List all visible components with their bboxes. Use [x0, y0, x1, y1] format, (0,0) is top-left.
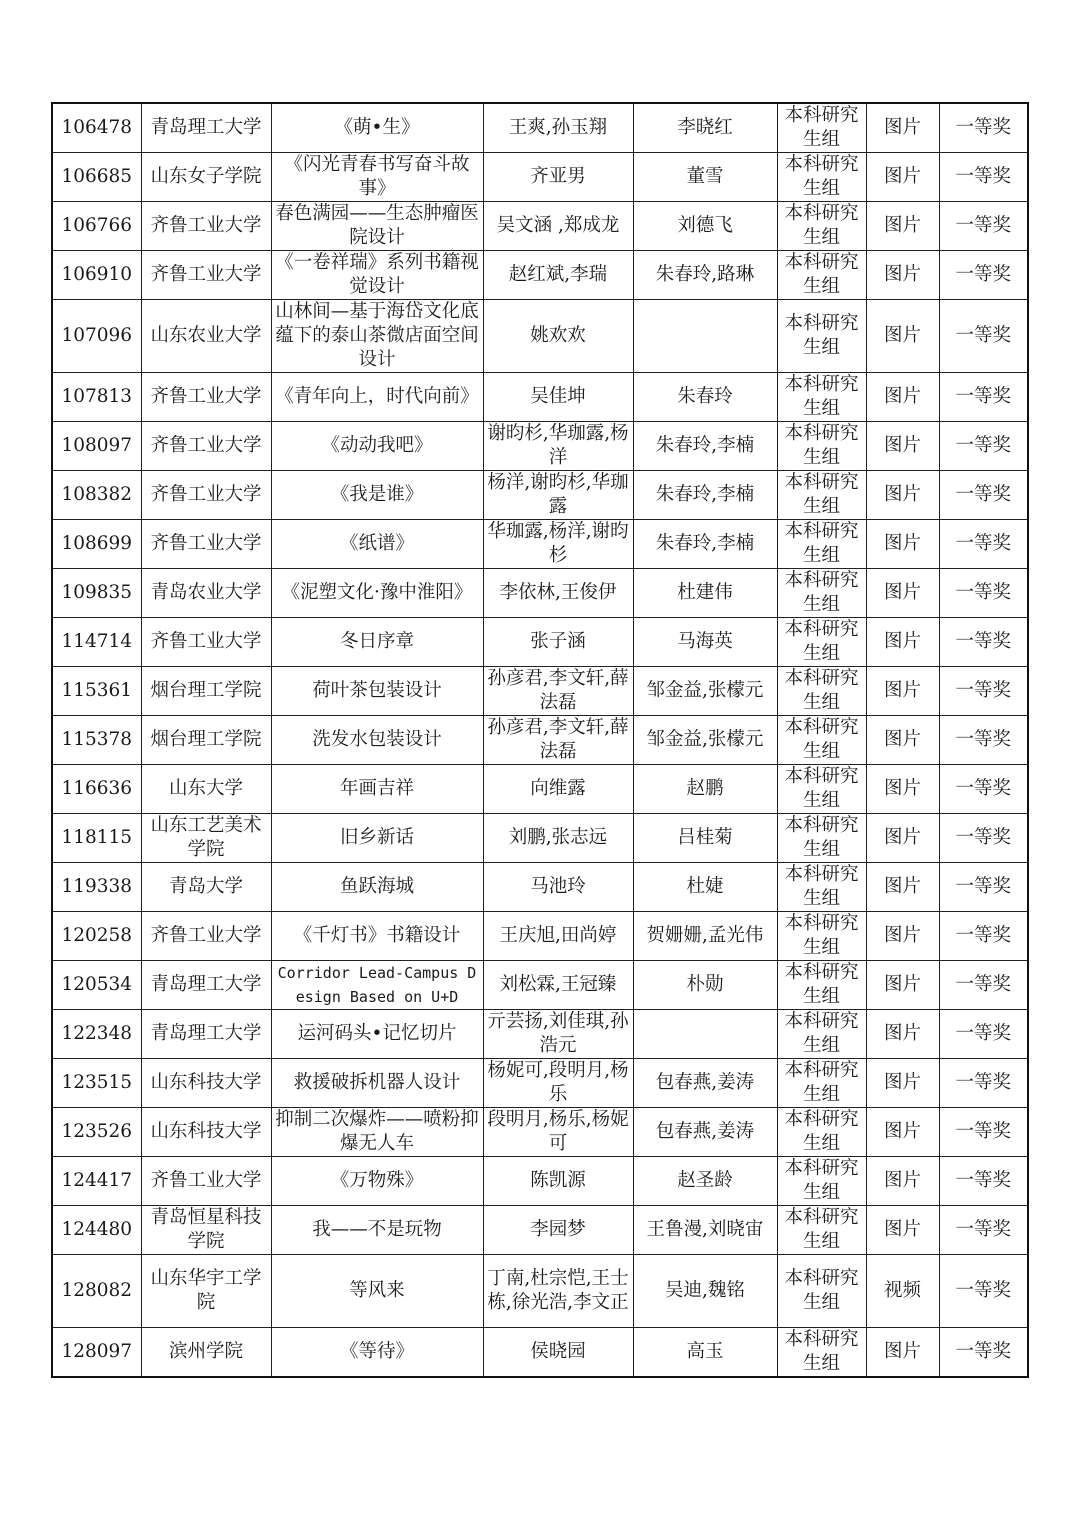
award: 一等奖 — [939, 814, 1028, 863]
group: 本科研究生组 — [777, 1328, 866, 1378]
authors: 孙彦君,李文轩,薛法磊 — [483, 716, 633, 765]
work-type: 图片 — [866, 716, 939, 765]
entry-id: 128082 — [52, 1255, 141, 1328]
school: 滨州学院 — [141, 1328, 271, 1378]
group: 本科研究生组 — [777, 300, 866, 373]
school: 山东华宇工学院 — [141, 1255, 271, 1328]
work-title: 《纸谱》 — [271, 520, 483, 569]
award: 一等奖 — [939, 153, 1028, 202]
work-title: 旧乡新话 — [271, 814, 483, 863]
advisor: 吕桂菊 — [633, 814, 777, 863]
authors: 齐亚男 — [483, 153, 633, 202]
entry-id: 124480 — [52, 1206, 141, 1255]
authors: 侯晓园 — [483, 1328, 633, 1378]
award: 一等奖 — [939, 202, 1028, 251]
table-row — [52, 667, 1028, 716]
work-type: 图片 — [866, 1157, 939, 1206]
school: 齐鲁工业大学 — [141, 471, 271, 520]
award: 一等奖 — [939, 422, 1028, 471]
advisor: 赵圣龄 — [633, 1157, 777, 1206]
advisor: 朱春玲,李楠 — [633, 520, 777, 569]
work-title: 《我是谁》 — [271, 471, 483, 520]
table-row — [52, 912, 1028, 961]
work-type: 图片 — [866, 1108, 939, 1157]
work-type: 图片 — [866, 520, 939, 569]
work-title: 洗发水包装设计 — [271, 716, 483, 765]
table-row — [52, 569, 1028, 618]
award: 一等奖 — [939, 569, 1028, 618]
group: 本科研究生组 — [777, 1108, 866, 1157]
work-title: 《萌•生》 — [271, 103, 483, 153]
work-type: 图片 — [866, 153, 939, 202]
entry-id: 107813 — [52, 373, 141, 422]
award: 一等奖 — [939, 1255, 1028, 1328]
school: 青岛理工大学 — [141, 961, 271, 1010]
table-row — [52, 716, 1028, 765]
work-type: 图片 — [866, 1328, 939, 1378]
entry-id: 108097 — [52, 422, 141, 471]
advisor — [633, 300, 777, 373]
work-title: 《千灯书》书籍设计 — [271, 912, 483, 961]
entry-id: 124417 — [52, 1157, 141, 1206]
group: 本科研究生组 — [777, 422, 866, 471]
table-row — [52, 422, 1028, 471]
school: 青岛理工大学 — [141, 1010, 271, 1059]
table-row — [52, 618, 1028, 667]
table-row — [52, 1010, 1028, 1059]
authors: 孙彦君,李文轩,薛法磊 — [483, 667, 633, 716]
award: 一等奖 — [939, 863, 1028, 912]
entry-id: 106478 — [52, 103, 141, 153]
authors: 丁南,杜宗恺,王士栋,徐光浩,李文正 — [483, 1255, 633, 1328]
table-row — [52, 1059, 1028, 1108]
award: 一等奖 — [939, 251, 1028, 300]
school: 齐鲁工业大学 — [141, 251, 271, 300]
school: 青岛理工大学 — [141, 103, 271, 153]
work-type: 图片 — [866, 667, 939, 716]
award: 一等奖 — [939, 1206, 1028, 1255]
school: 齐鲁工业大学 — [141, 520, 271, 569]
group: 本科研究生组 — [777, 1157, 866, 1206]
advisor: 李晓红 — [633, 103, 777, 153]
authors: 张子涵 — [483, 618, 633, 667]
authors: 杨洋,谢昀杉,华珈露 — [483, 471, 633, 520]
advisor: 朱春玲,李楠 — [633, 471, 777, 520]
authors: 马池玲 — [483, 863, 633, 912]
school: 山东女子学院 — [141, 153, 271, 202]
school: 齐鲁工业大学 — [141, 1157, 271, 1206]
award: 一等奖 — [939, 667, 1028, 716]
school: 齐鲁工业大学 — [141, 618, 271, 667]
work-type: 图片 — [866, 422, 939, 471]
table-row — [52, 1328, 1028, 1378]
awards-table-body — [52, 103, 1028, 1377]
work-title: 《动动我吧》 — [271, 422, 483, 471]
entry-id: 123526 — [52, 1108, 141, 1157]
authors: 李依林,王俊伊 — [483, 569, 633, 618]
table-row — [52, 814, 1028, 863]
advisor: 吴迪,魏铭 — [633, 1255, 777, 1328]
school: 齐鲁工业大学 — [141, 912, 271, 961]
authors: 亓芸扬,刘佳琪,孙浩元 — [483, 1010, 633, 1059]
work-title: 《万物殊》 — [271, 1157, 483, 1206]
authors: 刘鹏,张志远 — [483, 814, 633, 863]
work-title: 救援破拆机器人设计 — [271, 1059, 483, 1108]
work-type: 图片 — [866, 961, 939, 1010]
authors: 王爽,孙玉翔 — [483, 103, 633, 153]
award: 一等奖 — [939, 1108, 1028, 1157]
award: 一等奖 — [939, 373, 1028, 422]
authors: 李园梦 — [483, 1206, 633, 1255]
work-title: 《等待》 — [271, 1328, 483, 1378]
authors: 陈凯源 — [483, 1157, 633, 1206]
group: 本科研究生组 — [777, 618, 866, 667]
entry-id: 120258 — [52, 912, 141, 961]
work-title: 我——不是玩物 — [271, 1206, 483, 1255]
school: 山东大学 — [141, 765, 271, 814]
entry-id: 115361 — [52, 667, 141, 716]
advisor: 杜建伟 — [633, 569, 777, 618]
group: 本科研究生组 — [777, 520, 866, 569]
authors: 刘松霖,王冠臻 — [483, 961, 633, 1010]
award: 一等奖 — [939, 103, 1028, 153]
advisor: 赵鹏 — [633, 765, 777, 814]
award: 一等奖 — [939, 961, 1028, 1010]
work-title: 《青年向上，时代向前》 — [271, 373, 483, 422]
work-title: Corridor Lead-Campus Design Based on U+D — [271, 961, 483, 1010]
work-title: 春色满园——生态肿瘤医院设计 — [271, 202, 483, 251]
award: 一等奖 — [939, 471, 1028, 520]
school: 齐鲁工业大学 — [141, 422, 271, 471]
authors: 赵红斌,李瑞 — [483, 251, 633, 300]
authors: 王庆旭,田尚婷 — [483, 912, 633, 961]
entry-id: 116636 — [52, 765, 141, 814]
group: 本科研究生组 — [777, 471, 866, 520]
school: 齐鲁工业大学 — [141, 202, 271, 251]
work-title: 山林间—基于海岱文化底蕴下的泰山茶微店面空间设计 — [271, 300, 483, 373]
work-title: 抑制二次爆炸——喷粉抑爆无人车 — [271, 1108, 483, 1157]
advisor: 马海英 — [633, 618, 777, 667]
work-title: 《泥塑文化·豫中淮阳》 — [271, 569, 483, 618]
entry-id: 115378 — [52, 716, 141, 765]
authors: 谢昀杉,华珈露,杨洋 — [483, 422, 633, 471]
advisor: 邹金益,张檬元 — [633, 716, 777, 765]
work-title: 运河码头•记忆切片 — [271, 1010, 483, 1059]
group: 本科研究生组 — [777, 1010, 866, 1059]
work-title: 《一卷祥瑞》系列书籍视觉设计 — [271, 251, 483, 300]
table-row — [52, 520, 1028, 569]
work-type: 图片 — [866, 765, 939, 814]
work-type: 图片 — [866, 251, 939, 300]
advisor: 邹金益,张檬元 — [633, 667, 777, 716]
entry-id: 108699 — [52, 520, 141, 569]
award: 一等奖 — [939, 912, 1028, 961]
table-row — [52, 1108, 1028, 1157]
table-row — [52, 202, 1028, 251]
advisor: 包春燕,姜涛 — [633, 1108, 777, 1157]
advisor: 朴勋 — [633, 961, 777, 1010]
authors: 杨妮可,段明月,杨乐 — [483, 1059, 633, 1108]
table-row — [52, 373, 1028, 422]
award: 一等奖 — [939, 1328, 1028, 1378]
work-title: 荷叶茶包装设计 — [271, 667, 483, 716]
group: 本科研究生组 — [777, 1255, 866, 1328]
entry-id: 109835 — [52, 569, 141, 618]
advisor: 朱春玲 — [633, 373, 777, 422]
work-title: 冬日序章 — [271, 618, 483, 667]
advisor: 贺姗姗,孟光伟 — [633, 912, 777, 961]
work-type: 图片 — [866, 569, 939, 618]
entry-id: 120534 — [52, 961, 141, 1010]
authors: 吴佳坤 — [483, 373, 633, 422]
entry-id: 119338 — [52, 863, 141, 912]
work-type: 图片 — [866, 1206, 939, 1255]
school: 山东科技大学 — [141, 1059, 271, 1108]
school: 青岛恒星科技学院 — [141, 1206, 271, 1255]
group: 本科研究生组 — [777, 716, 866, 765]
school: 齐鲁工业大学 — [141, 373, 271, 422]
table-row — [52, 300, 1028, 373]
work-type: 图片 — [866, 912, 939, 961]
award: 一等奖 — [939, 520, 1028, 569]
table-row — [52, 1255, 1028, 1328]
authors: 吴文涵 ,郑成龙 — [483, 202, 633, 251]
awards-table — [51, 102, 1029, 1378]
group: 本科研究生组 — [777, 1206, 866, 1255]
table-row — [52, 251, 1028, 300]
entry-id: 106685 — [52, 153, 141, 202]
work-type: 图片 — [866, 618, 939, 667]
work-type: 图片 — [866, 1010, 939, 1059]
entry-id: 118115 — [52, 814, 141, 863]
work-type: 图片 — [866, 202, 939, 251]
school: 山东农业大学 — [141, 300, 271, 373]
award: 一等奖 — [939, 300, 1028, 373]
group: 本科研究生组 — [777, 153, 866, 202]
table-row — [52, 471, 1028, 520]
advisor: 高玉 — [633, 1328, 777, 1378]
table-row — [52, 103, 1028, 153]
group: 本科研究生组 — [777, 569, 866, 618]
work-title: 《闪光青春书写奋斗故事》 — [271, 153, 483, 202]
table-row — [52, 1206, 1028, 1255]
entry-id: 123515 — [52, 1059, 141, 1108]
award: 一等奖 — [939, 1059, 1028, 1108]
award: 一等奖 — [939, 765, 1028, 814]
school: 山东工艺美术学院 — [141, 814, 271, 863]
school: 青岛农业大学 — [141, 569, 271, 618]
school: 山东科技大学 — [141, 1108, 271, 1157]
work-title: 年画吉祥 — [271, 765, 483, 814]
group: 本科研究生组 — [777, 202, 866, 251]
work-type: 图片 — [866, 103, 939, 153]
group: 本科研究生组 — [777, 912, 866, 961]
work-type: 图片 — [866, 1059, 939, 1108]
group: 本科研究生组 — [777, 373, 866, 422]
entry-id: 107096 — [52, 300, 141, 373]
advisor — [633, 1010, 777, 1059]
entry-id: 106766 — [52, 202, 141, 251]
table-row — [52, 1157, 1028, 1206]
work-type: 图片 — [866, 863, 939, 912]
work-title: 鱼跃海城 — [271, 863, 483, 912]
work-type: 图片 — [866, 814, 939, 863]
advisor: 刘德飞 — [633, 202, 777, 251]
work-title: 等风来 — [271, 1255, 483, 1328]
authors: 段明月,杨乐,杨妮可 — [483, 1108, 633, 1157]
school: 青岛大学 — [141, 863, 271, 912]
work-type: 视频 — [866, 1255, 939, 1328]
advisor: 王鲁漫,刘晓宙 — [633, 1206, 777, 1255]
advisor: 杜婕 — [633, 863, 777, 912]
award: 一等奖 — [939, 716, 1028, 765]
group: 本科研究生组 — [777, 863, 866, 912]
work-type: 图片 — [866, 373, 939, 422]
school: 烟台理工学院 — [141, 667, 271, 716]
work-type: 图片 — [866, 300, 939, 373]
group: 本科研究生组 — [777, 814, 866, 863]
group: 本科研究生组 — [777, 251, 866, 300]
group: 本科研究生组 — [777, 1059, 866, 1108]
advisor: 朱春玲,路琳 — [633, 251, 777, 300]
advisor: 包春燕,姜涛 — [633, 1059, 777, 1108]
entry-id: 122348 — [52, 1010, 141, 1059]
table-row — [52, 961, 1028, 1010]
group: 本科研究生组 — [777, 667, 866, 716]
school: 烟台理工学院 — [141, 716, 271, 765]
entry-id: 108382 — [52, 471, 141, 520]
group: 本科研究生组 — [777, 961, 866, 1010]
award: 一等奖 — [939, 618, 1028, 667]
table-row — [52, 765, 1028, 814]
work-type: 图片 — [866, 471, 939, 520]
award: 一等奖 — [939, 1157, 1028, 1206]
entry-id: 106910 — [52, 251, 141, 300]
group: 本科研究生组 — [777, 765, 866, 814]
authors: 华珈露,杨洋,谢昀杉 — [483, 520, 633, 569]
table-row — [52, 153, 1028, 202]
group: 本科研究生组 — [777, 103, 866, 153]
entry-id: 128097 — [52, 1328, 141, 1378]
advisor: 朱春玲,李楠 — [633, 422, 777, 471]
authors: 向维露 — [483, 765, 633, 814]
table-row — [52, 863, 1028, 912]
entry-id: 114714 — [52, 618, 141, 667]
authors: 姚欢欢 — [483, 300, 633, 373]
award: 一等奖 — [939, 1010, 1028, 1059]
advisor: 董雪 — [633, 153, 777, 202]
